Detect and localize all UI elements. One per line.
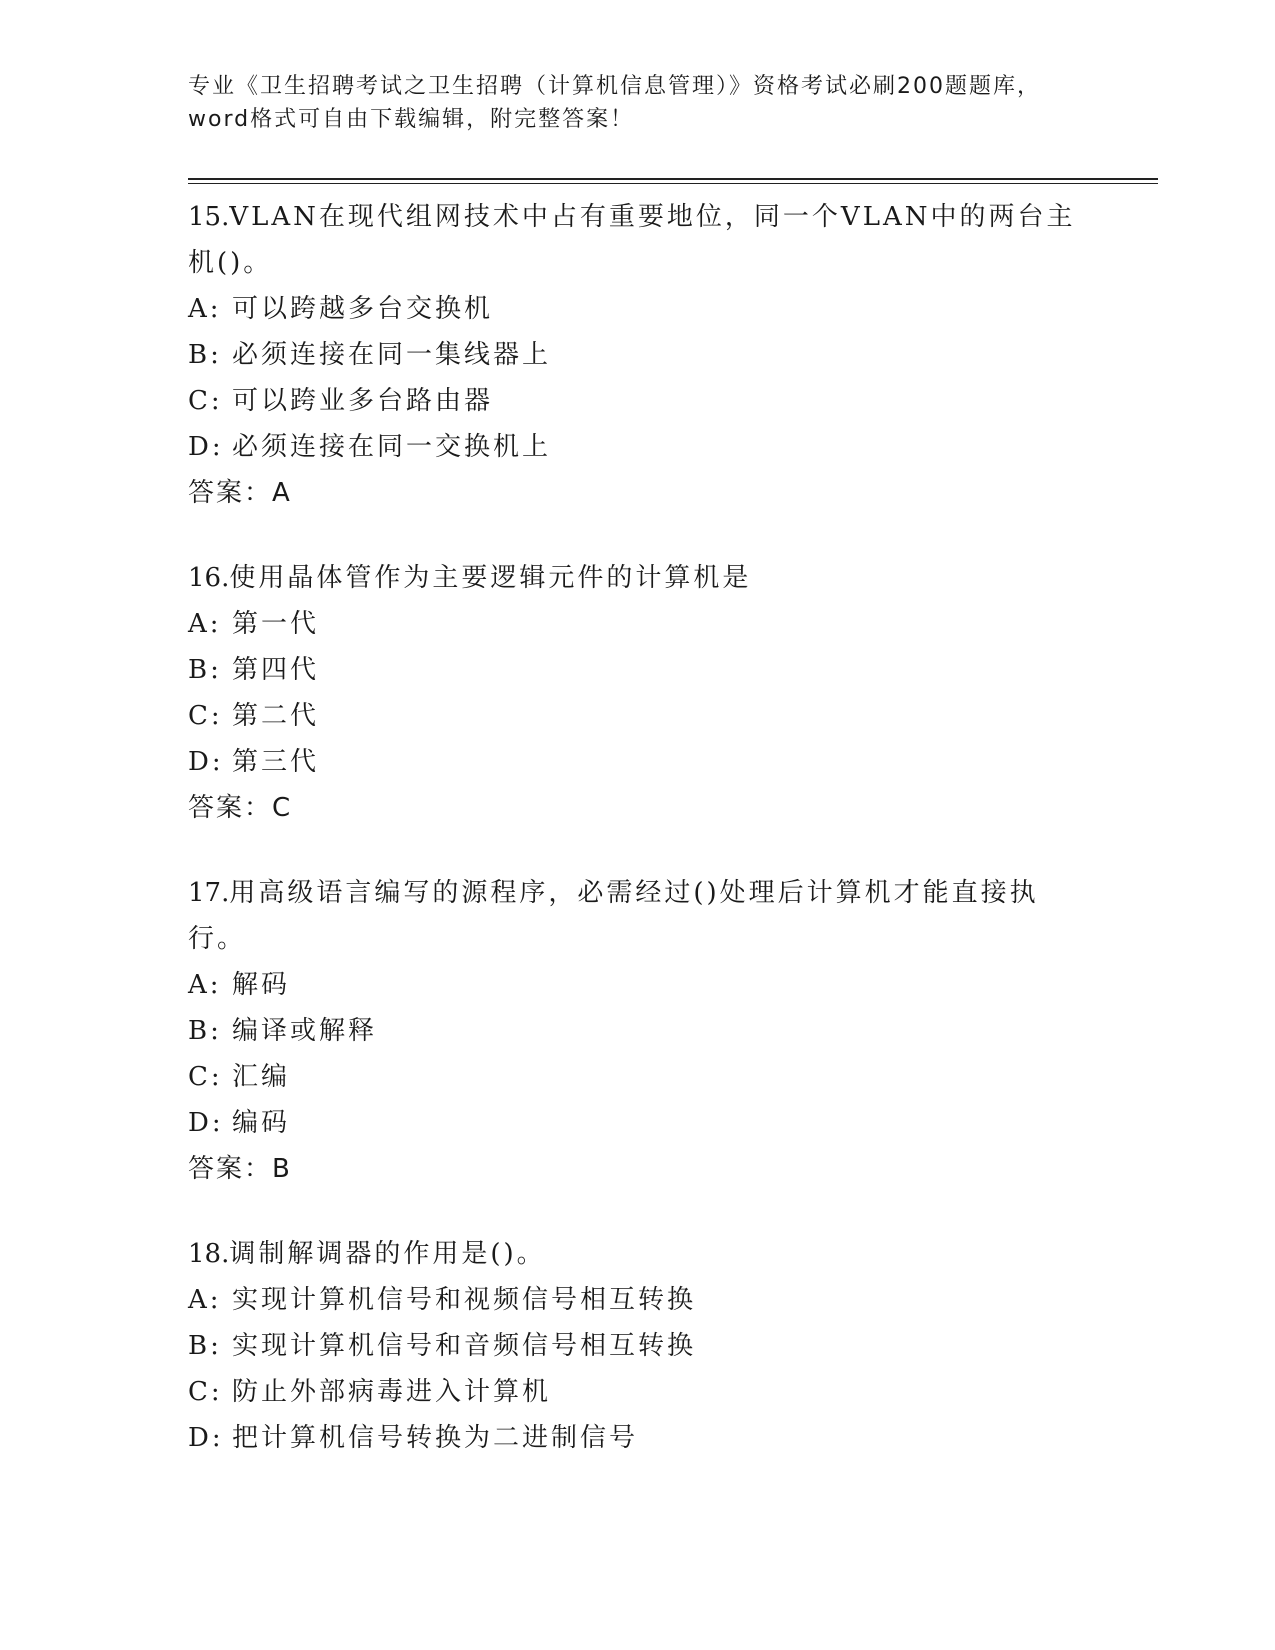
- option-text: 第二代: [232, 701, 320, 731]
- question-stem: [188, 1231, 1088, 1277]
- option-list: [188, 962, 1088, 1146]
- option-d: [188, 424, 1088, 470]
- question-number: 17.: [188, 878, 230, 908]
- option-d: [188, 739, 1088, 785]
- question-stem: [188, 870, 1088, 962]
- option-text: 实现计算机信号和视频信号相互转换: [232, 1285, 697, 1315]
- option-text: 编译或解释: [232, 1016, 378, 1046]
- option-d: [188, 1415, 1088, 1461]
- question-16: [188, 555, 1088, 831]
- question-text: 调制解调器的作用是()。: [229, 1239, 546, 1269]
- option-key: D:: [188, 1108, 224, 1138]
- document-header: [188, 70, 1088, 136]
- option-list: [188, 601, 1088, 785]
- option-list: [188, 1277, 1088, 1461]
- option-text: 可以跨业多台路由器: [232, 386, 494, 416]
- option-text: 第三代: [232, 747, 320, 777]
- option-b: [188, 332, 1088, 378]
- answer-line: 答案：A: [188, 478, 292, 508]
- option-key: B:: [188, 1016, 222, 1046]
- option-d: [188, 1100, 1088, 1146]
- header-divider: [188, 178, 1158, 180]
- question-number: 16.: [188, 563, 230, 593]
- option-a: [188, 601, 1088, 647]
- option-a: [188, 1277, 1088, 1323]
- question-number: 15.: [188, 202, 230, 232]
- header-line-2: word格式可自由下载编辑，附完整答案！: [188, 107, 635, 132]
- option-key: B:: [188, 1331, 222, 1361]
- option-list: [188, 286, 1088, 470]
- option-b: [188, 647, 1088, 693]
- option-key: D:: [188, 747, 224, 777]
- question-text: VLAN在现代组网技术中占有重要地位，同一个VLAN中的两台主机()。: [188, 202, 1076, 278]
- option-key: B:: [188, 340, 222, 370]
- option-key: B:: [188, 655, 222, 685]
- option-text: 必须连接在同一集线器上: [232, 340, 552, 370]
- option-key: D:: [188, 1423, 224, 1453]
- option-c: [188, 1054, 1088, 1100]
- option-text: 可以跨越多台交换机: [232, 294, 494, 324]
- question-text: 使用晶体管作为主要逻辑元件的计算机是: [229, 563, 752, 593]
- option-key: A:: [188, 1285, 222, 1315]
- option-key: C:: [188, 1062, 223, 1092]
- question-stem: [188, 194, 1088, 286]
- question-number: 18.: [188, 1239, 230, 1269]
- option-key: C:: [188, 1377, 223, 1407]
- option-text: 解码: [232, 970, 291, 1000]
- question-text: 用高级语言编写的源程序，必需经过()处理后计算机才能直接执行。: [188, 878, 1039, 954]
- option-a: [188, 962, 1088, 1008]
- answer-line: 答案：C: [188, 793, 293, 823]
- option-key: A:: [188, 970, 222, 1000]
- header-line-1: 专业《卫生招聘考试之卫生招聘（计算机信息管理）》资格考试必刷200题题库，: [188, 74, 1041, 99]
- option-text: 汇编: [232, 1062, 291, 1092]
- option-text: 第四代: [232, 655, 320, 685]
- option-c: [188, 693, 1088, 739]
- option-key: C:: [188, 386, 223, 416]
- option-text: 实现计算机信号和音频信号相互转换: [232, 1331, 697, 1361]
- question-stem: [188, 555, 1088, 601]
- option-text: 第一代: [232, 609, 320, 639]
- option-b: [188, 1323, 1088, 1369]
- option-b: [188, 1008, 1088, 1054]
- option-c: [188, 378, 1088, 424]
- option-key: A:: [188, 609, 222, 639]
- option-text: 必须连接在同一交换机上: [232, 432, 552, 462]
- question-15: [188, 194, 1088, 516]
- option-text: 把计算机信号转换为二进制信号: [232, 1423, 639, 1453]
- option-key: D:: [188, 432, 224, 462]
- question-list: [188, 194, 1088, 1500]
- option-text: 编码: [232, 1108, 291, 1138]
- option-text: 防止外部病毒进入计算机: [232, 1377, 552, 1407]
- header-divider-thin: [188, 183, 1158, 184]
- option-key: A:: [188, 294, 222, 324]
- answer-line: 答案：B: [188, 1154, 292, 1184]
- question-18: [188, 1231, 1088, 1461]
- option-a: [188, 286, 1088, 332]
- option-c: [188, 1369, 1088, 1415]
- question-17: [188, 870, 1088, 1192]
- option-key: C:: [188, 701, 223, 731]
